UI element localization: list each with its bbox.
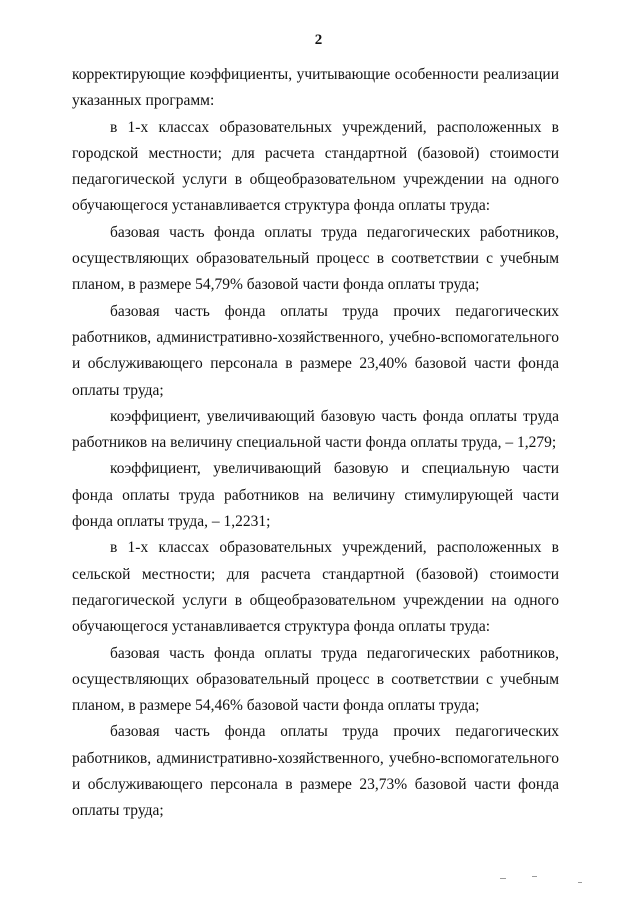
page-number: 2 (314, 32, 323, 48)
paragraph-intro: корректирующие коэффициенты, учитывающие особенности реализации указанных программ: (72, 66, 559, 110)
paragraph-urban-other-staff-share: базовая часть фонда оплаты труда прочих педагогических работников, административно-хозяйственного, учебно-вспомогательного и обслуживающего персонала в размере 23,40% базовой части фонда оплаты труда; (72, 302, 559, 399)
scan-artifact (500, 878, 506, 879)
paragraph-rural-other-staff-share: базовая часть фонда оплаты труда прочих педагогических работников, административно-хозяйственного, учебно-вспомогательного и обслуживающего персонала в размере 23,73% базовой части фонда оплаты труда; (72, 723, 559, 820)
paragraph-rural-teacher-share: базовая часть фонда оплаты труда педагогических работников, осуществляющих образовательный процесс в соответствии с учебным планом, в размере 54,46% базовой части фонда оплаты труда; (72, 644, 559, 715)
paragraph-urban-incentive-coefficient: коэффициент, увеличивающий базовую и специальную части фонда оплаты труда работников на величину стимулирующей части фонда оплаты труда, – 1,2231; (72, 460, 559, 531)
paragraph-urban-special-coefficient: коэффициент, увеличивающий базовую часть фонда оплаты труда работников на величину специальной части фонда оплаты труда, – 1,279; (72, 407, 559, 452)
scan-artifact (532, 876, 537, 877)
paragraph-urban-teacher-share: базовая часть фонда оплаты труда педагогических работников, осуществляющих образовательный процесс в соответствии с учебным планом, в размере 54,79% базовой части фонда оплаты труда; (72, 223, 559, 294)
paragraph-urban-classes: в 1-х классах образовательных учреждений, расположенных в городской местности; для расчета стандартной (базовой) стоимости педагогической услуги в общеобразовательном учреждении на одного обучающегося устанавливается структура фонда оплаты труда: (72, 118, 559, 215)
document-body (72, 62, 559, 825)
scan-artifact (578, 882, 582, 883)
paragraph-rural-classes: в 1-х классах образовательных учреждений, расположенных в сельской местности; для расчета стандартной (базовой) стоимости педагогической услуги в общеобразовательном учреждении на одного обучающегося устанавливается структура фонда оплаты труда: (72, 539, 559, 636)
